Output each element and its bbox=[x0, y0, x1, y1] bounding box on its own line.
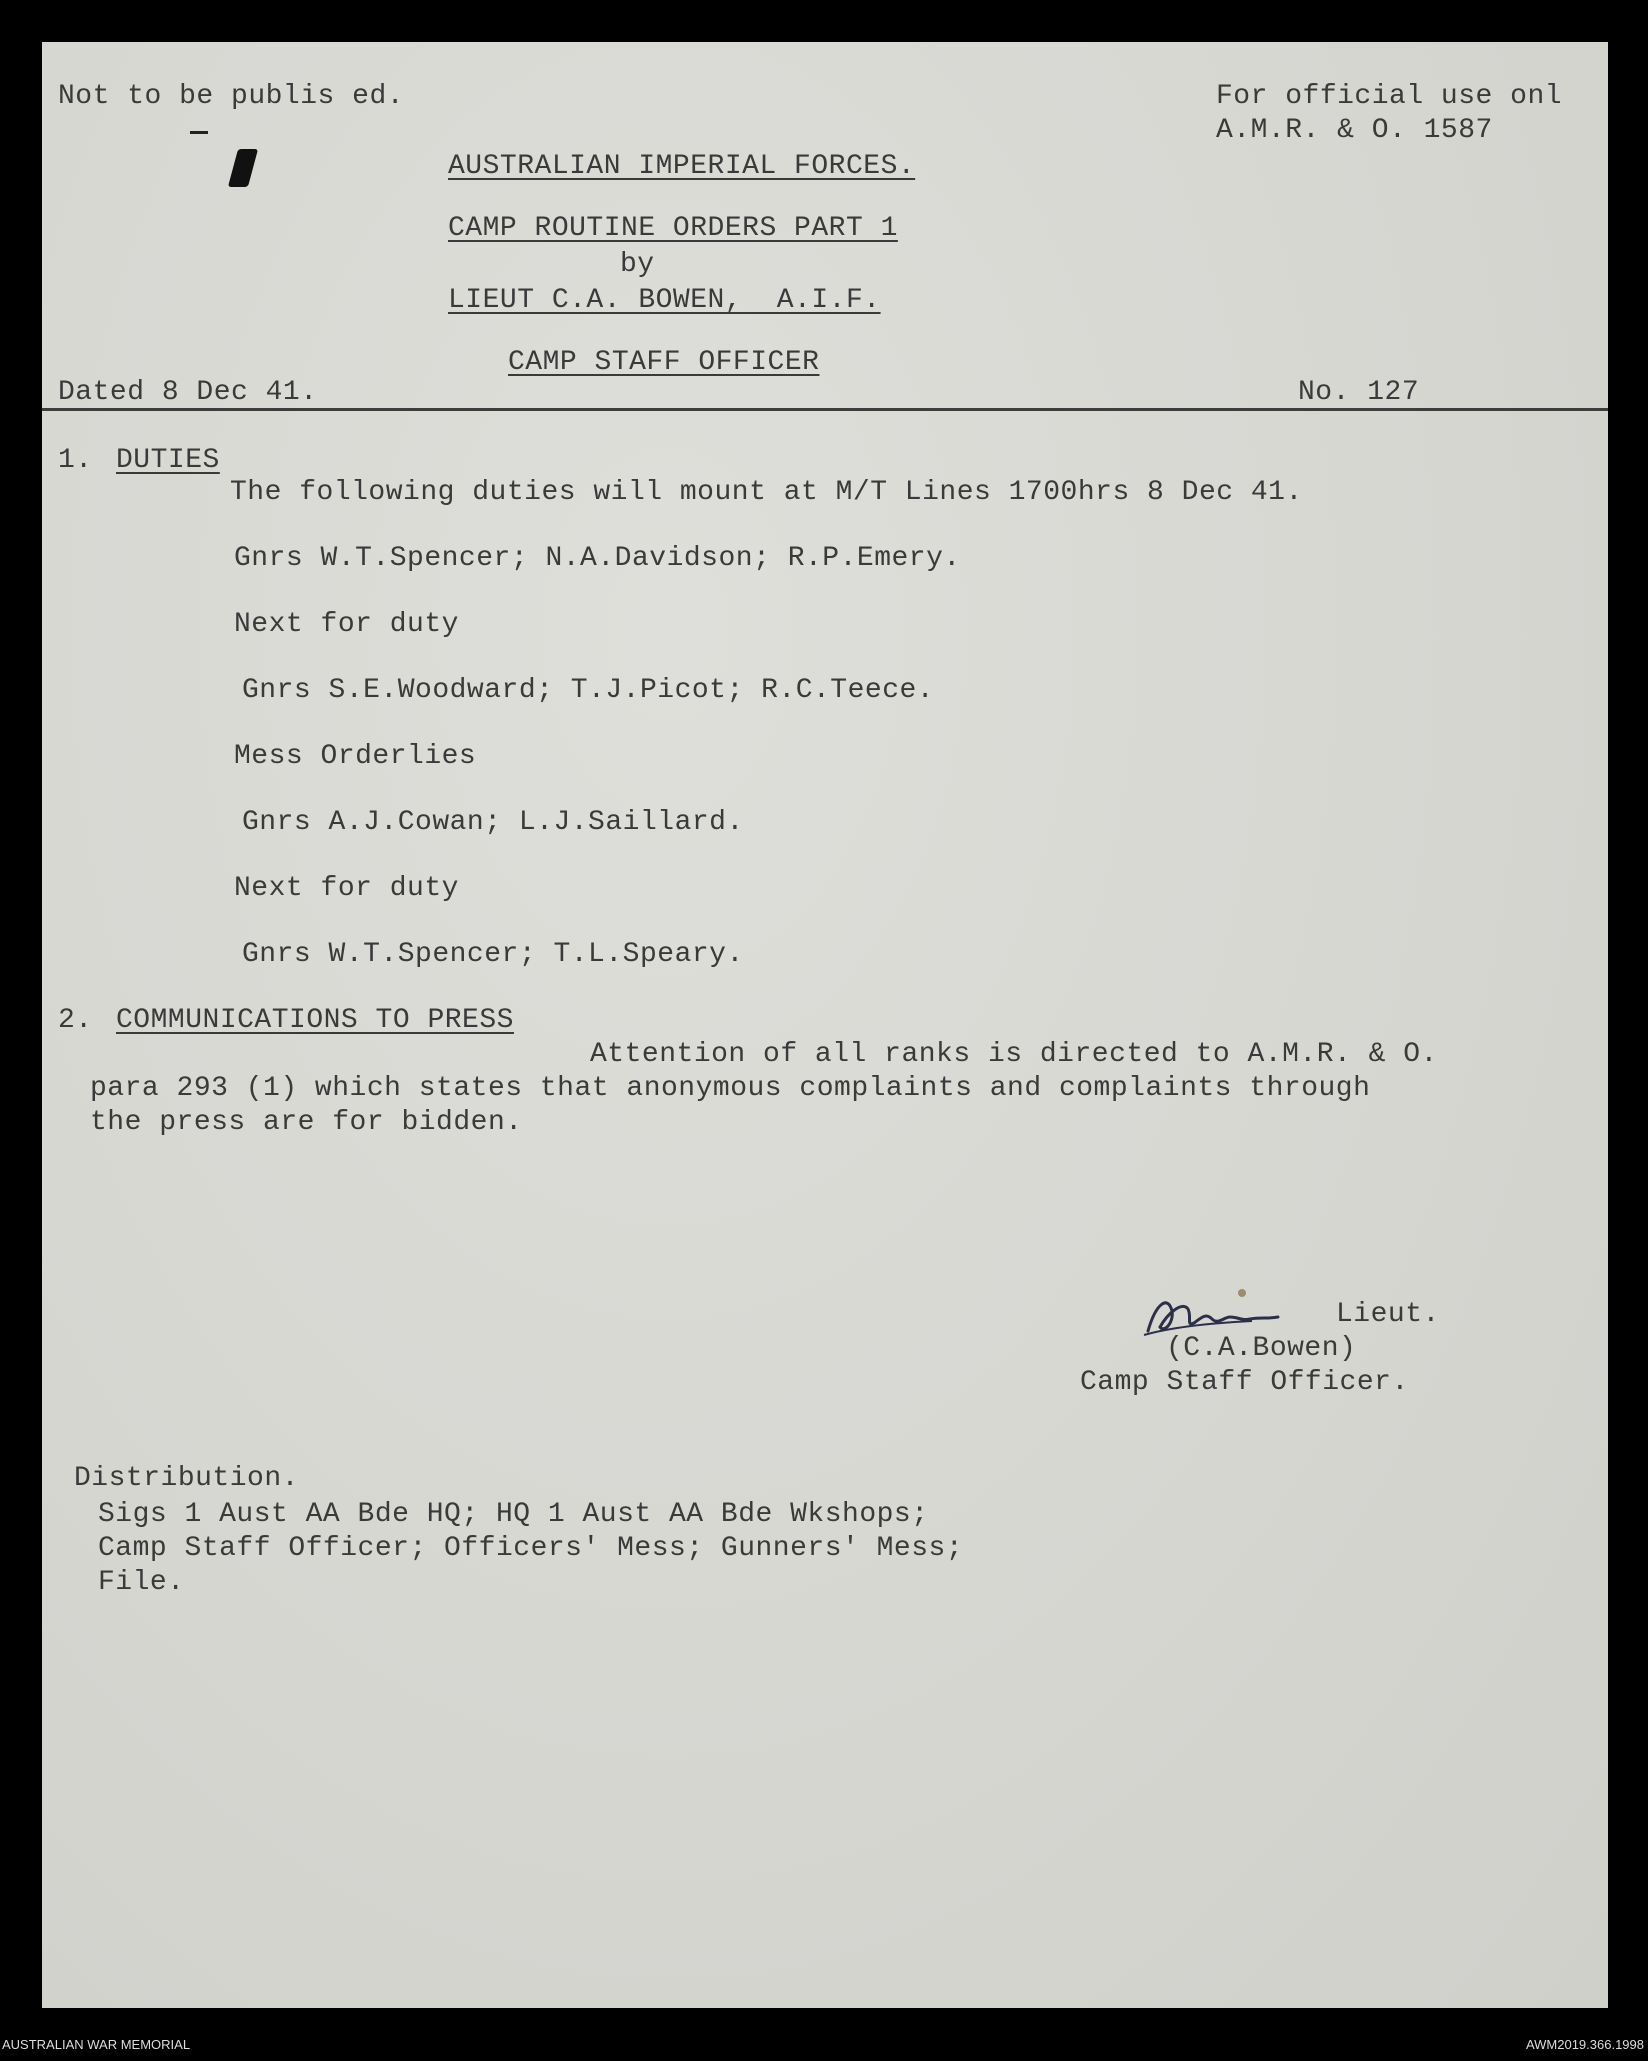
ink-mark bbox=[228, 149, 258, 187]
duty-list-2: Gnrs S.E.Woodward; T.J.Picot; R.C.Teece. bbox=[242, 675, 935, 706]
title-officer-role: CAMP STAFF OFFICER bbox=[508, 347, 820, 378]
next-duty-label-2: Next for duty bbox=[234, 873, 459, 904]
official-use-note: For official use onl bbox=[1216, 81, 1563, 112]
duty-list-1: Gnrs W.T.Spencer; N.A.Davidson; R.P.Emery. bbox=[234, 543, 961, 574]
duty-list-4: Gnrs W.T.Spencer; T.L.Speary. bbox=[242, 939, 744, 970]
section-1-number: 1. bbox=[58, 445, 93, 476]
signature-title: Camp Staff Officer. bbox=[1080, 1367, 1409, 1398]
section-2-line-3: the press are for bidden. bbox=[90, 1107, 523, 1138]
mess-orderlies-label: Mess Orderlies bbox=[234, 741, 477, 772]
signature-name: (C.A.Bowen) bbox=[1166, 1333, 1357, 1364]
header-rule bbox=[42, 408, 1608, 411]
section-1-intro: The following duties will mount at M/T Lines 1700hrs 8 Dec 41. bbox=[230, 477, 1303, 508]
footer-institution: AUSTRALIAN WAR MEMORIAL bbox=[2, 2037, 191, 2052]
next-duty-label-1: Next for duty bbox=[234, 609, 459, 640]
distribution-line-2: Camp Staff Officer; Officers' Mess; Gunners' Mess; bbox=[98, 1533, 964, 1564]
not-for-publication-note: Not to be publis ed. bbox=[58, 81, 405, 112]
section-2-line-1: Attention of all ranks is directed to A.M.R. & O. bbox=[590, 1039, 1438, 1070]
distribution-heading: Distribution. bbox=[74, 1463, 299, 1494]
title-orders: CAMP ROUTINE ORDERS PART 1 bbox=[448, 213, 898, 244]
distribution-line-1: Sigs 1 Aust AA Bde HQ; HQ 1 Aust AA Bde Wkshops; bbox=[98, 1499, 929, 1530]
footer-accession-number: AWM2019.366.1998 bbox=[1525, 2037, 1644, 2052]
document-date: Dated 8 Dec 41. bbox=[58, 377, 318, 408]
section-2-number: 2. bbox=[58, 1005, 93, 1036]
title-by: by bbox=[620, 249, 655, 280]
duty-list-3: Gnrs A.J.Cowan; L.J.Saillard. bbox=[242, 807, 744, 838]
distribution-line-3: File. bbox=[98, 1567, 185, 1598]
section-2-line-2: para 293 (1) which states that anonymous complaints and complaints through bbox=[90, 1073, 1371, 1104]
section-1-heading: DUTIES bbox=[116, 445, 220, 476]
document-sheet bbox=[42, 42, 1608, 2008]
signature-rank: Lieut. bbox=[1336, 1299, 1440, 1330]
regulation-reference: A.M.R. & O. 1587 bbox=[1216, 115, 1493, 146]
section-2-heading: COMMUNICATIONS TO PRESS bbox=[116, 1005, 514, 1036]
order-number: No. 127 bbox=[1298, 377, 1420, 408]
title-officer-name: LIEUT C.A. BOWEN, A.I.F. bbox=[448, 285, 881, 316]
ink-dash bbox=[190, 131, 208, 134]
title-forces: AUSTRALIAN IMPERIAL FORCES. bbox=[448, 151, 916, 182]
